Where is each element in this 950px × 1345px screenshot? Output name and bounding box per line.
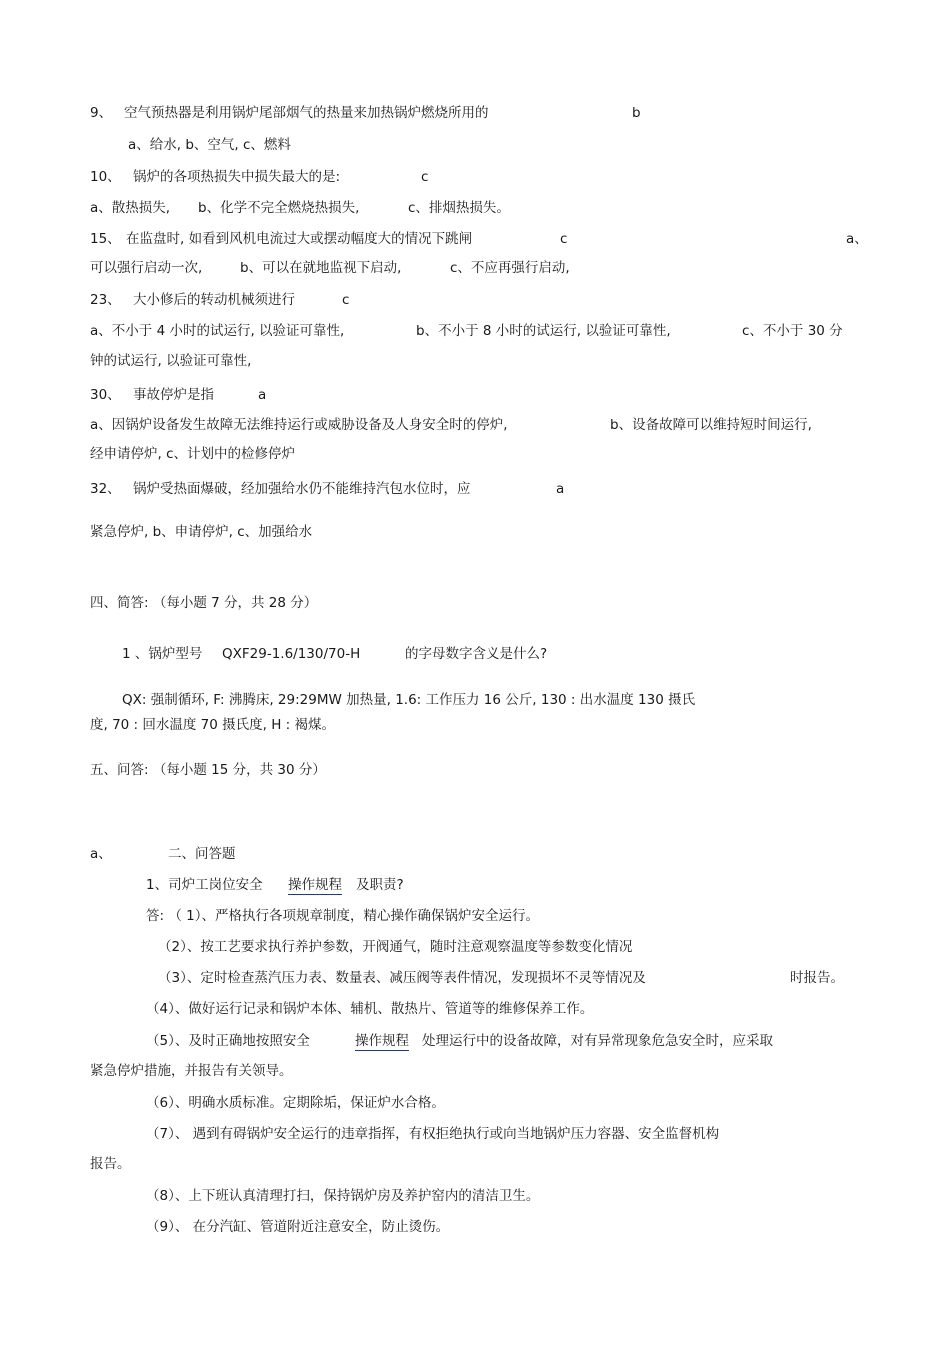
answer-line-3b: 时报告。 (790, 970, 844, 986)
q10-option-c: c、排烟热损失。 (408, 200, 510, 216)
q15-text: 在监盘时, 如看到风机电流过大或摆动幅度大的情况下跳闸 (126, 231, 473, 247)
operating-rules-link[interactable]: 操作规程 (288, 877, 342, 893)
q10-option-a: a、散热损失, (90, 200, 171, 216)
q23-option-b: b、不小于 8 小时的试运行, 以验证可靠性, (416, 323, 671, 339)
q9-answer: b (632, 105, 641, 121)
q10-answer: c (421, 169, 429, 185)
answer-line-4: （4）、做好运行记录和锅炉本体、辅机、散热片、管道等的维修保养工作。 (146, 1001, 594, 1017)
q23-number: 23、 (90, 292, 121, 308)
q23-option-c: c、不小于 30 分 (742, 323, 843, 339)
p1-question-prefix: 1、司炉工岗位安全 (146, 877, 263, 893)
q32-answer: a (556, 481, 565, 497)
q30-answer: a (258, 387, 267, 403)
p1-question-suffix: 及职责? (356, 877, 404, 893)
q23-answer: c (342, 292, 350, 308)
q23-options-cont: 钟的试运行, 以验证可靠性, (90, 353, 252, 369)
q30-options-cont: 经申请停炉, c、计划中的检修停炉 (90, 446, 296, 462)
s1-question-suffix: 的字母数字含义是什么? (405, 646, 548, 662)
q15-option-a: 可以强行启动一次, (90, 260, 203, 276)
answer-line-5a: （5）、及时正确地按照安全 (146, 1033, 310, 1049)
short-answer-1-line1: QX: 强制循环, F: 沸腾床, 29:29MW 加热量, 1.6: 工作压力 16 公斤, 130 : 出水温度 130 摄氏 (122, 692, 696, 708)
answer-line-1: 答: （ 1）、严格执行各项规章制度，精心操作确保锅炉安全运行。 (146, 908, 539, 924)
part2-title: 二、问答题 (168, 846, 236, 862)
q32-number: 32、 (90, 481, 121, 497)
q30-number: 30、 (90, 387, 121, 403)
q15-answer: c (560, 231, 568, 247)
answer-line-6: （6）、明确水质标准。定期除垢，保证炉水合格。 (146, 1095, 445, 1111)
section-4-title: 四、简答: （每小题 7 分，共 28 分） (90, 595, 318, 611)
q9-options: a、给水, b、空气, c、燃料 (128, 137, 291, 153)
answer-line-9: （9）、 在分汽缸、管道附近注意安全，防止烫伤。 (146, 1219, 450, 1235)
q32-text: 锅炉受热面爆破，经加强给水仍不能维持汽包水位时，应 (133, 481, 471, 497)
q15-option-a-label: a、 (846, 231, 868, 247)
q15-option-b: b、可以在就地监视下启动, (240, 260, 402, 276)
q30-text: 事故停炉是指 (133, 387, 214, 403)
answer-line-7: （7）、 遇到有碍锅炉安全运行的违章指挥，有权拒绝执行或向当地锅炉压力容器、安全监督机构 (146, 1126, 720, 1142)
answer-line-5-cont: 紧急停炉措施，并报告有关领导。 (90, 1063, 293, 1079)
q32-options: 紧急停炉, b、申请停炉, c、加强给水 (90, 524, 313, 540)
answer-line-8: （8）、上下班认真清理打扫，保持锅炉房及养护窑内的清洁卫生。 (146, 1188, 540, 1204)
q23-option-a: a、不小于 4 小时的试运行, 以验证可靠性, (90, 323, 345, 339)
q23-text: 大小修后的转动机械须进行 (133, 292, 295, 308)
answer-line-5c: 处理运行中的设备故障，对有异常现象危急安全时，应采取 (422, 1033, 773, 1049)
q9-text: 空气预热器是利用锅炉尾部烟气的热量来加热锅炉燃烧所用的 (124, 105, 489, 121)
answer-line-2: （2）、按工艺要求执行养护参数，开阀通气，随时注意观察温度等参数变化情况 (158, 939, 633, 955)
s1-question-prefix: 1 、锅炉型号 (122, 646, 203, 662)
q10-option-b: b、化学不完全燃烧热损失, (198, 200, 360, 216)
q9-number: 9、 (90, 105, 113, 121)
answer-line-3a: （3）、定时检查蒸汽压力表、数量表、减压阀等表件情况，发现损坏不灵等情况及 (158, 970, 646, 986)
answer-line-7-cont: 报告。 (90, 1156, 131, 1172)
q10-text: 锅炉的各项热损失中损失最大的是: (133, 169, 341, 185)
short-answer-1-line2: 度, 70 : 回水温度 70 摄氏度, H : 褐煤。 (90, 717, 336, 733)
q15-option-c: c、不应再强行启动, (450, 260, 570, 276)
s1-model-code: QXF29-1.6/130/70-H (222, 646, 361, 662)
operating-rules-link-2[interactable]: 操作规程 (355, 1033, 409, 1049)
q10-number: 10、 (90, 169, 121, 185)
q30-option-b: b、设备故障可以维持短时间运行, (610, 417, 812, 433)
q30-option-a: a、因锅炉设备发生故障无法维持运行或威胁设备及人身安全时的停炉, (90, 417, 508, 433)
section-5-title: 五、问答: （每小题 15 分，共 30 分） (90, 762, 326, 778)
q15-number: 15、 (90, 231, 121, 247)
part2-prefix: a、 (90, 846, 112, 862)
